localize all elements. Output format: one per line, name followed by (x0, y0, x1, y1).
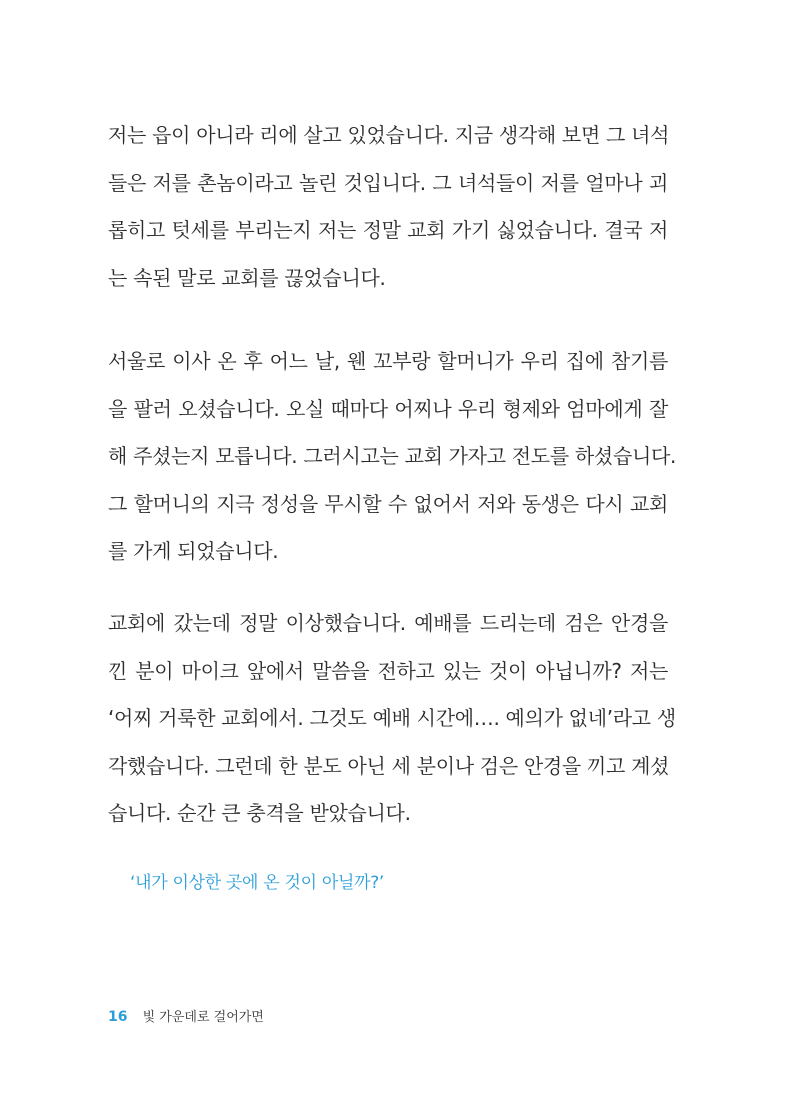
paragraph-line: 는 속된 말로 교회를 끊었습니다. (108, 265, 386, 290)
page-footer (108, 1004, 264, 1028)
page-number: 16 (108, 1009, 128, 1025)
paragraph-line: 롭히고 텃세를 부리는지 저는 정말 교회 가기 싫었습니다. 결국 저 (108, 218, 668, 242)
paragraph-line: 습니다. 순간 큰 충격을 받았습니다. (108, 801, 411, 825)
paragraph-line: 해 주셨는지 모릅니다. 그러시고는 교회 가자고 전도를 하셨습니다. (108, 444, 677, 468)
paragraph-1 (108, 112, 668, 302)
paragraph-line: 그 할머니의 지극 정성을 무시할 수 없어서 저와 동생은 다시 교회 (108, 491, 668, 516)
paragraph-2 (108, 338, 677, 576)
paragraph-line: 를 가게 되었습니다. (108, 539, 279, 563)
paragraph-3 (108, 600, 676, 838)
paragraph-line: ‘어찌 거룩한 교회에서. 그것도 예배 시간에…. 예의가 없네’라고 생 (108, 706, 676, 730)
paragraph-line: 교회에 갔는데 정말 이상했습니다. 예배를 드리는데 검은 안경을 (108, 611, 668, 635)
paragraph-line: 서울로 이사 온 후 어느 날, 웬 꼬부랑 할머니가 우리 집에 참기름 (108, 349, 668, 373)
paragraph-line: 저는 읍이 아니라 리에 살고 있었습니다. 지금 생각해 보면 그 녀석 (108, 123, 670, 147)
paragraph-line: 각했습니다. 그런데 한 분도 아닌 세 분이나 검은 안경을 끼고 계셨 (108, 753, 670, 778)
paragraph-line: 을 팔러 오셨습니다. 오실 때마다 어찌나 우리 형제와 엄마에게 잘 (108, 396, 668, 421)
running-title: 빛 가운데로 걸어가면 (142, 1010, 264, 1025)
highlighted-quote: ‘내가 이상한 곳에 온 것이 아닐까?’ (130, 873, 385, 893)
paragraph-line: 낀 분이 마이크 앞에서 말씀을 전하고 있는 것이 아닙니까? 저는 (108, 658, 668, 683)
paragraph-line: 들은 저를 촌놈이라고 놀린 것입니다. 그 녀석들이 저를 얼마나 괴 (108, 170, 668, 195)
